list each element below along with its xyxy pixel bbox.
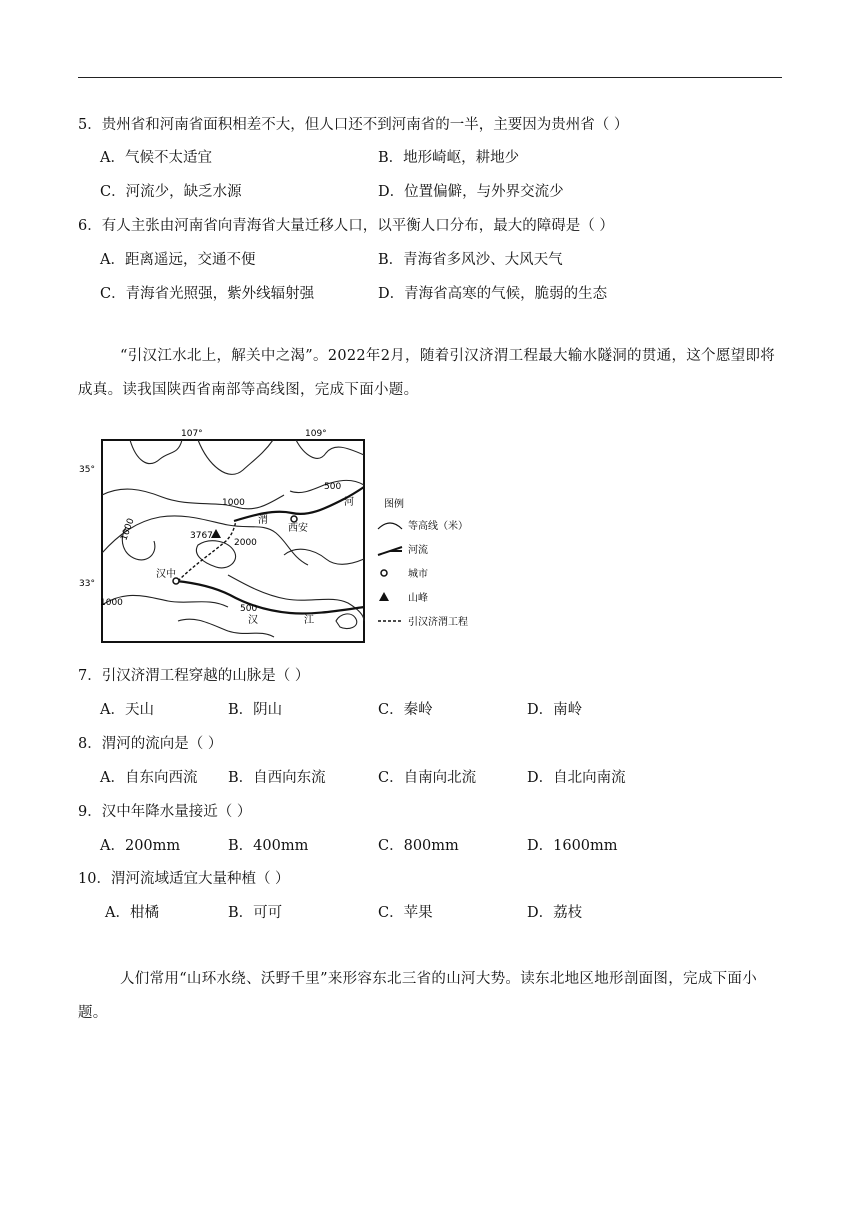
- legend-contour-icon: [378, 523, 402, 529]
- question-6-option-d[interactable]: D．青海省高寒的气候，脆弱的生态: [378, 286, 608, 302]
- city-label-hanzhong: 汉中: [156, 569, 176, 580]
- lat-label-35: 35°: [79, 465, 95, 475]
- question-5-stem: 5．贵州省和河南省面积相差不大，但人口还不到河南省的一半，主要因为贵州省（ ）: [78, 117, 629, 133]
- contour-line: [130, 440, 182, 464]
- question-5-option-c[interactable]: C．河流少，缺乏水源: [100, 184, 242, 200]
- city-label-xian: 西安: [288, 523, 308, 534]
- contour-label-1000-west: 1000: [119, 517, 137, 543]
- passage-shaanxi: “引汉江水北上，解关中之渴”。2022年2月，随着引汉济渭工程最大输水隧洞的贯通，这个愿望即将成真。读我国陕西省南部等高线图，完成下面小题。: [78, 348, 776, 398]
- river-char-he: 河: [344, 497, 354, 508]
- question-8-option-b[interactable]: B．自西向东流: [228, 770, 326, 786]
- question-9-option-c[interactable]: C．800mm: [378, 838, 459, 854]
- contour-line: [336, 614, 357, 629]
- question-5-option-b[interactable]: B．地形崎岖，耕地少: [378, 150, 520, 166]
- peak-elevation-label: 3767: [190, 531, 213, 541]
- legend-peak-label: 山峰: [408, 593, 428, 604]
- legend-city-icon: [381, 570, 387, 576]
- question-9-stem: 9．汉中年降水量接近（ ）: [78, 804, 252, 820]
- contour-label-500: 500: [324, 482, 342, 492]
- river-char-wei: 渭: [258, 515, 268, 526]
- question-10-option-c[interactable]: C．苹果: [378, 905, 433, 921]
- han-river: [176, 581, 364, 614]
- question-7-stem: 7．引汉济渭工程穿越的山脉是（ ）: [78, 668, 310, 684]
- question-5-option-a[interactable]: A．气候不太适宜: [100, 150, 212, 166]
- contour-line: [296, 440, 364, 458]
- legend-city-label: 城市: [408, 569, 428, 580]
- contour-label-1000-south: 1000: [100, 598, 123, 608]
- question-9-option-d[interactable]: D．1600mm: [527, 838, 618, 854]
- lon-label-107: 107°: [181, 429, 203, 439]
- project-line: [178, 521, 236, 581]
- legend-title: 图例: [384, 499, 404, 510]
- contour-line: [102, 489, 284, 509]
- question-7-option-d[interactable]: D．南岭: [527, 702, 583, 718]
- question-10-option-d[interactable]: D．荔枝: [527, 905, 583, 921]
- question-8-option-c[interactable]: C．自南向北流: [378, 770, 477, 786]
- passage-northeast: 人们常用“山环水绕、沃野千里”来形容东北三省的山河大势。读东北地区地形剖面图，完成下面小题。: [78, 971, 758, 1021]
- question-8-option-d[interactable]: D．自北向南流: [527, 770, 626, 786]
- question-6-option-c[interactable]: C．青海省光照强，紫外线辐射强: [100, 286, 315, 302]
- legend-project-label: 引汉济渭工程: [408, 617, 468, 628]
- lat-label-33: 33°: [79, 579, 95, 589]
- question-8-option-a[interactable]: A．自东向西流: [100, 770, 198, 786]
- question-10-option-b[interactable]: B．可可: [228, 905, 283, 921]
- question-6-option-b[interactable]: B．青海省多风沙、大风天气: [378, 252, 563, 268]
- shaanxi-contour-map: [78, 425, 498, 645]
- contour-lines: [102, 440, 364, 637]
- header-rule: [78, 77, 782, 78]
- legend-peak-icon: [379, 592, 389, 601]
- question-7-option-c[interactable]: C．秦岭: [378, 702, 433, 718]
- river-char-han: 汉: [248, 615, 258, 626]
- question-9-option-b[interactable]: B．400mm: [228, 838, 309, 854]
- contour-line: [196, 541, 235, 568]
- lon-label-109: 109°: [305, 429, 327, 439]
- question-7-option-b[interactable]: B．阴山: [228, 702, 283, 718]
- legend-contour-label: 等高线（米）: [408, 521, 468, 532]
- legend-river-label: 河流: [408, 545, 428, 556]
- river-char-jiang: 江: [304, 615, 314, 626]
- question-10-option-a[interactable]: A．柑橘: [105, 905, 159, 921]
- question-5-option-d[interactable]: D．位置偏僻，与外界交流少: [378, 184, 564, 200]
- contour-label-1000: 1000: [222, 498, 245, 508]
- question-9-option-a[interactable]: A．200mm: [100, 838, 181, 854]
- question-6-stem: 6．有人主张由河南省向青海省大量迁移人口，以平衡人口分布，最大的障碍是（ ）: [78, 218, 614, 234]
- question-8-stem: 8．渭河的流向是（ ）: [78, 736, 223, 752]
- legend-river-icon: [378, 547, 402, 555]
- question-7-option-a[interactable]: A．天山: [100, 702, 154, 718]
- question-10-stem: 10．渭河流域适宜大量种植（ ）: [78, 871, 290, 887]
- question-6-option-a[interactable]: A．距离遥远，交通不便: [100, 252, 256, 268]
- contour-label-500-south: 500: [240, 604, 258, 614]
- contour-line: [178, 619, 274, 637]
- contour-line: [198, 440, 273, 474]
- city-icon: [291, 516, 297, 522]
- contour-label-2000: 2000: [234, 538, 257, 548]
